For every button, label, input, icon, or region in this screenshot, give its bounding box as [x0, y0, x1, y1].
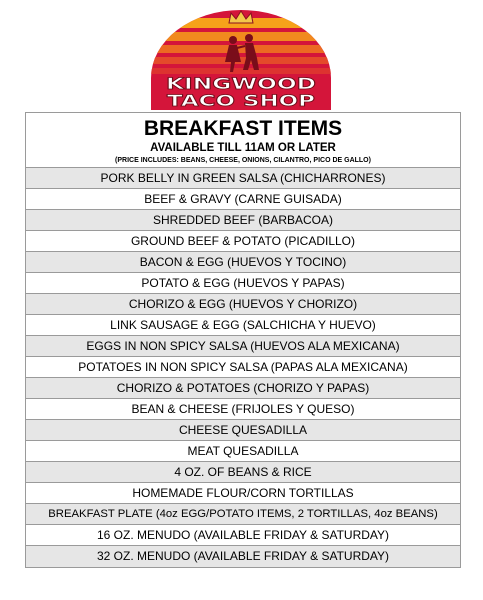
menu-item: LINK SAUSAGE & EGG (SALCHICHA Y HUEVO)	[26, 315, 460, 336]
menu-item: BEEF & GRAVY (CARNE GUISADA)	[26, 189, 460, 210]
menu-item: PORK BELLY IN GREEN SALSA (CHICHARRONES)	[26, 168, 460, 189]
menu-item: BACON & EGG (HUEVOS Y TOCINO)	[26, 252, 460, 273]
kingwood-taco-shop-logo	[151, 10, 331, 110]
menu-item: GROUND BEEF & POTATO (PICADILLO)	[26, 231, 460, 252]
menu-item: SHREDDED BEEF (BARBACOA)	[26, 210, 460, 231]
menu-item: CHORIZO & POTATOES (CHORIZO Y PAPAS)	[26, 378, 460, 399]
menu-header	[26, 113, 460, 168]
menu-item: 16 OZ. MENUDO (AVAILABLE FRIDAY & SATURDAY)	[26, 525, 460, 546]
menu-item: HOMEMADE FLOUR/CORN TORTILLAS	[26, 483, 460, 504]
menu-item: 32 OZ. MENUDO (AVAILABLE FRIDAY & SATURDAY)	[26, 546, 460, 567]
menu-item: EGGS IN NON SPICY SALSA (HUEVOS ALA MEXICANA)	[26, 336, 460, 357]
menu-item: 4 OZ. OF BEANS & RICE	[26, 462, 460, 483]
logo-line2: TACO SHOP	[167, 91, 316, 110]
menu-price-note: (PRICE INCLUDES: BEANS, CHEESE, ONIONS, CILANTRO, PICO DE GALLO)	[115, 157, 371, 164]
menu-item: BREAKFAST PLATE (4oz EGG/POTATO ITEMS, 2 TORTILLAS, 4oz BEANS)	[26, 504, 460, 525]
menu-item: MEAT QUESADILLA	[26, 441, 460, 462]
logo-line1: KINGWOOD	[166, 74, 316, 93]
menu-title: BREAKFAST ITEMS	[143, 117, 343, 140]
menu-items	[26, 168, 460, 567]
menu-item: BEAN & CHEESE (FRIJOLES Y QUESO)	[26, 399, 460, 420]
breakfast-menu	[25, 112, 461, 568]
menu-subtitle: AVAILABLE TILL 11AM OR LATER	[150, 142, 336, 154]
menu-item: CHEESE QUESADILLA	[26, 420, 460, 441]
menu-item: POTATOES IN NON SPICY SALSA (PAPAS ALA MEXICANA)	[26, 357, 460, 378]
menu-item: CHORIZO & EGG (HUEVOS Y CHORIZO)	[26, 294, 460, 315]
menu-item: POTATO & EGG (HUEVOS Y PAPAS)	[26, 273, 460, 294]
